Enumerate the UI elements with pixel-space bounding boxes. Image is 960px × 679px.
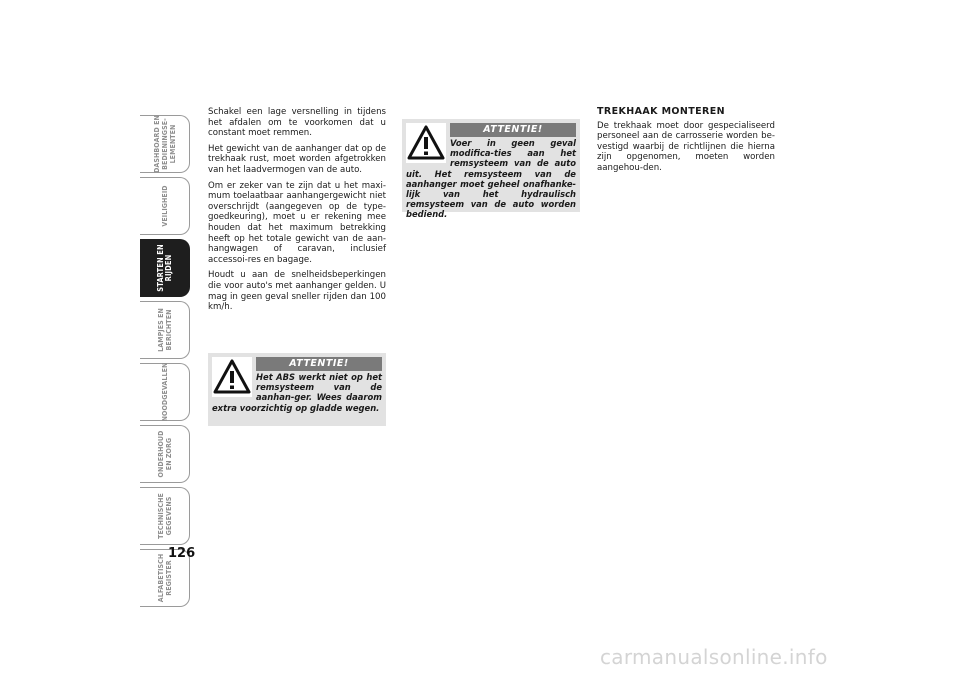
tab-lampjes-en-berichten[interactable]	[140, 301, 190, 359]
tab-label: STARTEN EN RIJDEN	[155, 244, 173, 292]
text-column-right	[597, 107, 775, 179]
tab-onderhoud-en-zorg[interactable]	[140, 425, 190, 483]
warning-title: ATTENTIE!	[450, 123, 576, 137]
tab-label: TECHNISCHE GEGEVENS	[156, 493, 173, 539]
warning-text: Het ABS werkt niet op het remsysteem van de aanhan-ger. Wees daarom extra voorzichtig op gladde wegen.	[212, 372, 382, 413]
paragraph: Het gewicht van de aanhanger dat op de trekhaak rust, moet worden afgetrokken van het laadvermogen van de auto.	[208, 143, 386, 175]
warning-title: ATTENTIE!	[256, 357, 382, 371]
section-heading: TREKHAAK MONTEREN	[597, 106, 725, 117]
tab-starten-en-rijden[interactable]	[140, 239, 190, 297]
tab-label: LAMPJES EN BERICHTEN	[156, 308, 173, 352]
warning-text: Voer in geen geval modifica-ties aan het remsysteem van de auto uit. Het remsysteem van de aanhanger moet geheel onafhanke-lijk van het hydraulisch remsysteem van de auto worden bediend.	[406, 138, 576, 220]
watermark: carmanualsonline.info	[600, 645, 828, 669]
tab-label: NOODGEVALLEN	[160, 362, 169, 422]
paragraph: Houdt u aan de snelheidsbeperkingen die voor auto's met aanhanger gelden. U mag in geen geval sneller rijden dan 100 km/h.	[208, 270, 386, 313]
paragraph: Schakel een lage versnelling in tijdens het afdalen om te voorkomen dat u constant moet remmen.	[208, 107, 386, 139]
paragraph: Om er zeker van te zijn dat u het maxi-mum toelaatbaar aanhangergewicht niet overschrijdt (aangegeven op de type-goedkeuring), moet u er rekening mee houden dat het maximum betrekking heeft op het totale gewicht van de aan-hangwagen of caravan, inclusief accessoi-res en bagage.	[208, 180, 386, 265]
tab-label: ALFABETISCH REGISTER	[156, 553, 173, 603]
tab-technische-gegevens[interactable]	[140, 487, 190, 545]
text-column-left	[208, 107, 386, 318]
warning-triangle-icon	[406, 123, 446, 163]
tab-label: ONDERHOUD EN ZORG	[156, 430, 173, 478]
warning-box-abs	[208, 353, 386, 426]
tab-dashboard[interactable]	[140, 115, 190, 173]
paragraph: De trekhaak moet door gespecialiseerd personeel aan de carrosserie worden be-vestigd waarbij de richtlijnen die hierna zijn opgenomen, moeten worden aangehou-den.	[597, 120, 775, 173]
tab-label: DASHBOARD EN BEDIENINGSE- LEMENTEN	[152, 115, 177, 173]
warning-triangle-icon	[212, 357, 252, 397]
tab-veiligheid[interactable]	[140, 177, 190, 235]
tab-noodgevallen[interactable]	[140, 363, 190, 421]
tab-label: VEILIGHEID	[160, 185, 169, 227]
page-number: 126	[168, 546, 196, 561]
warning-box-remsysteem	[402, 119, 580, 220]
